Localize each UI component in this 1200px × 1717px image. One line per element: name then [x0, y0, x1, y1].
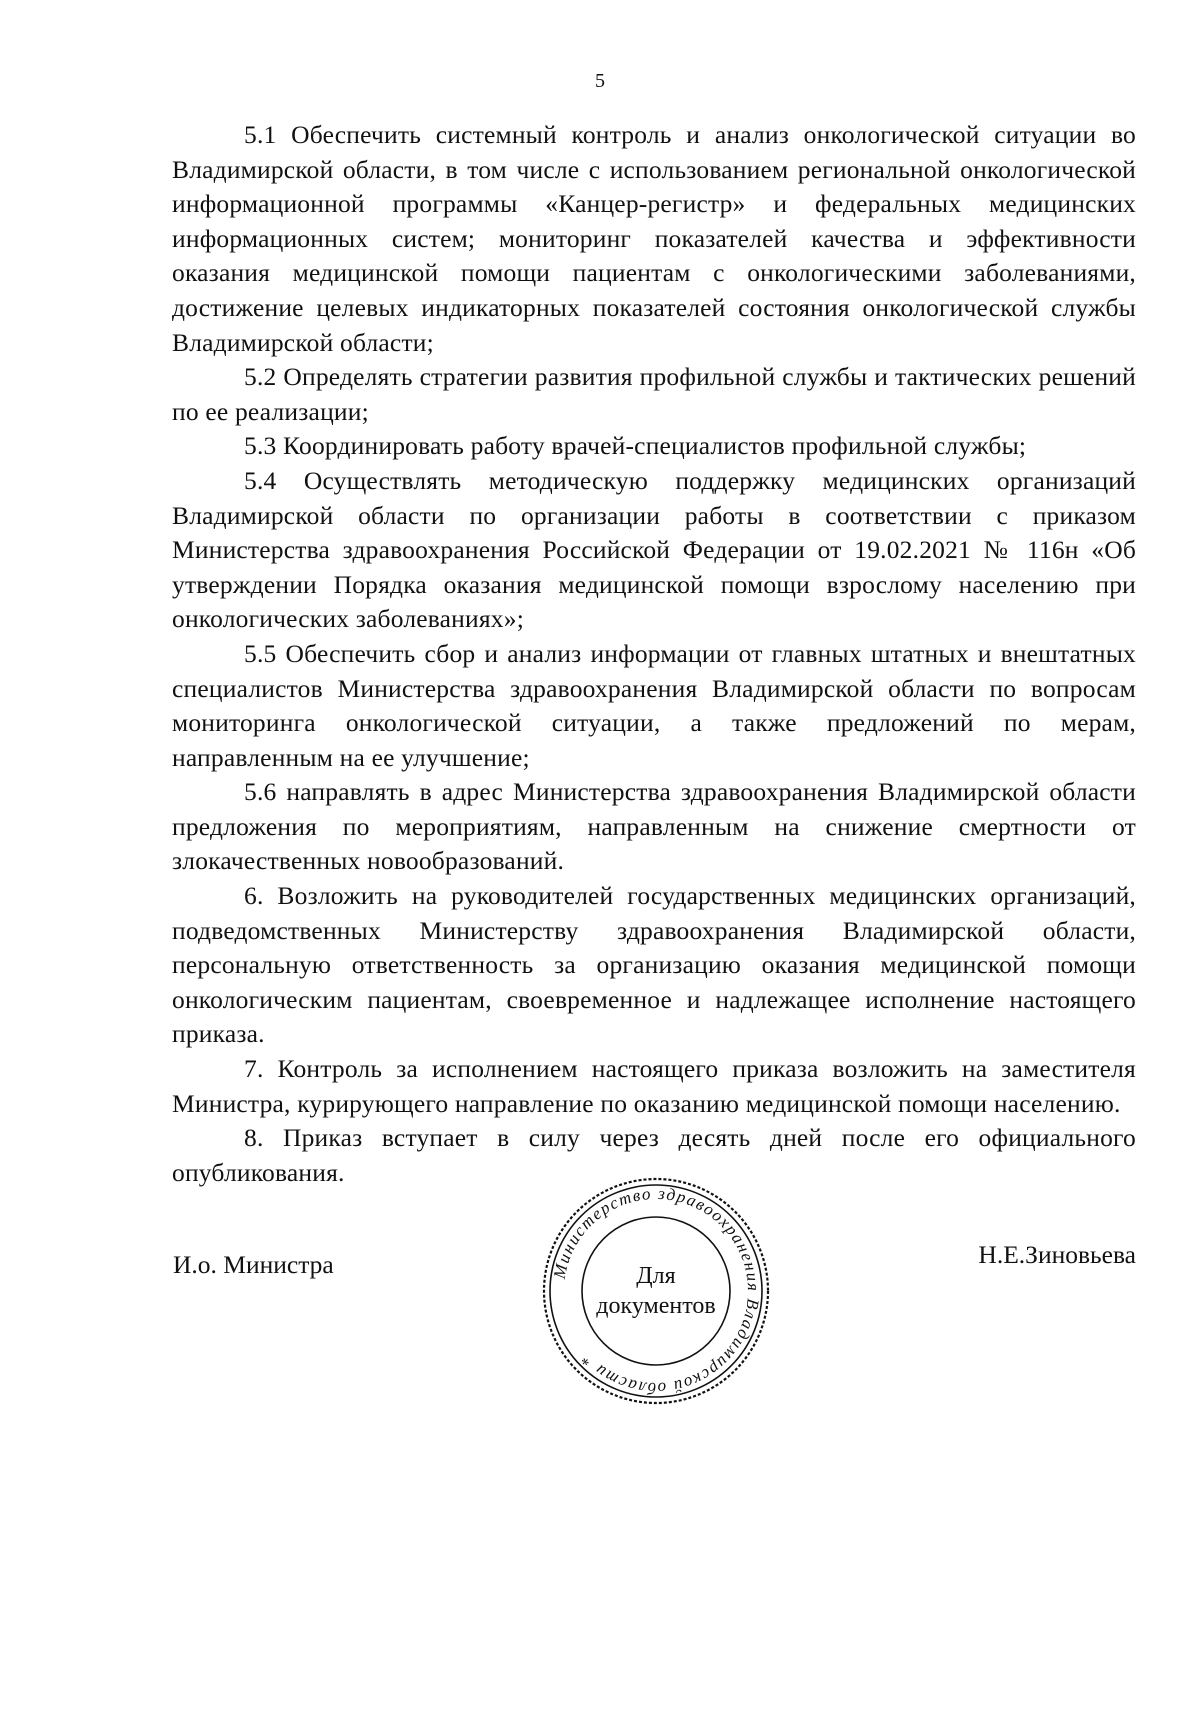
page-number: 5 [595, 70, 605, 92]
paragraph-5-2: 5.2 Определять стратегии развития профильной службы и тактических решений по ее реализации; [172, 362, 1136, 426]
paragraph-5-3: 5.3 Координировать работу врачей-специалистов профильной службы; [244, 431, 1027, 461]
stamp-center-line-2: документов [596, 1293, 716, 1319]
stamp-center-line-1: Для [636, 1263, 676, 1289]
document-body [172, 118, 1136, 1190]
paragraph-6: 6. Возложить на руководителей государственных медицинских организаций, подведомственных Министерству здравоохранения Владимирской области, персональную ответственность за организацию оказания медицинской помощи онкологическим пациентам, своевременное и надлежащее исполнение настоящего приказа. [172, 881, 1136, 1049]
paragraph-5-4: 5.4 Осуществлять методическую поддержку медицинских организаций Владимирской области по организации работы в соответствии с приказом Министерства здравоохранения Российской Федерации от 19.02.2021 № 116н «Об утверждении Порядка оказания медицинской помощи взрослому населению при онкологических заболеваниях»; [172, 465, 1136, 634]
stamp-inner-ring [582, 1217, 730, 1365]
official-stamp [540, 1175, 772, 1407]
paragraph-5-5: 5.5 Обеспечить сбор и анализ информации от главных штатных и внештатных специалистов Министерства здравоохранения Владимирской области по вопросам мониторинга онкологической ситуации, а также предложений по мерам, направленным на ее улучшение; [172, 638, 1136, 772]
stamp-ring-text: Министерство здравоохранения Владимирской области * [549, 1183, 764, 1399]
paragraph-5-1: 5.1 Обеспечить системный контроль и анализ онкологической ситуации во Владимирской области, в том числе с использованием региональной онкологической информационной программы «Канцер-регистр» и федеральных медицинских информационных систем; мониторинг показателей качества и эффективности оказания медицинской помощи пациентам с онкологическими заболеваниями, достижение целевых индикаторных показателей состояния онкологической службы Владимирской области; [172, 120, 1136, 357]
stamp-seal-icon [540, 1175, 772, 1407]
paragraph-8: 8. Приказ вступает в силу через десять дней после его официального опубликования. [172, 1123, 1136, 1187]
stamp-outer-ring [544, 1179, 768, 1403]
paragraph-7: 7. Контроль за исполнением настоящего приказа возложить на заместителя Министра, курирующего направление по оказанию медицинской помощи населению. [172, 1054, 1136, 1118]
signatory-position: И.о. Министра [173, 1250, 334, 1279]
paragraph-5-6: 5.6 направлять в адрес Министерства здравоохранения Владимирской области предложения по мероприятиям, направленным на снижение смертности от злокачественных новообразований. [172, 777, 1136, 876]
signatory-name: Н.Е.Зиновьева [978, 1240, 1136, 1269]
